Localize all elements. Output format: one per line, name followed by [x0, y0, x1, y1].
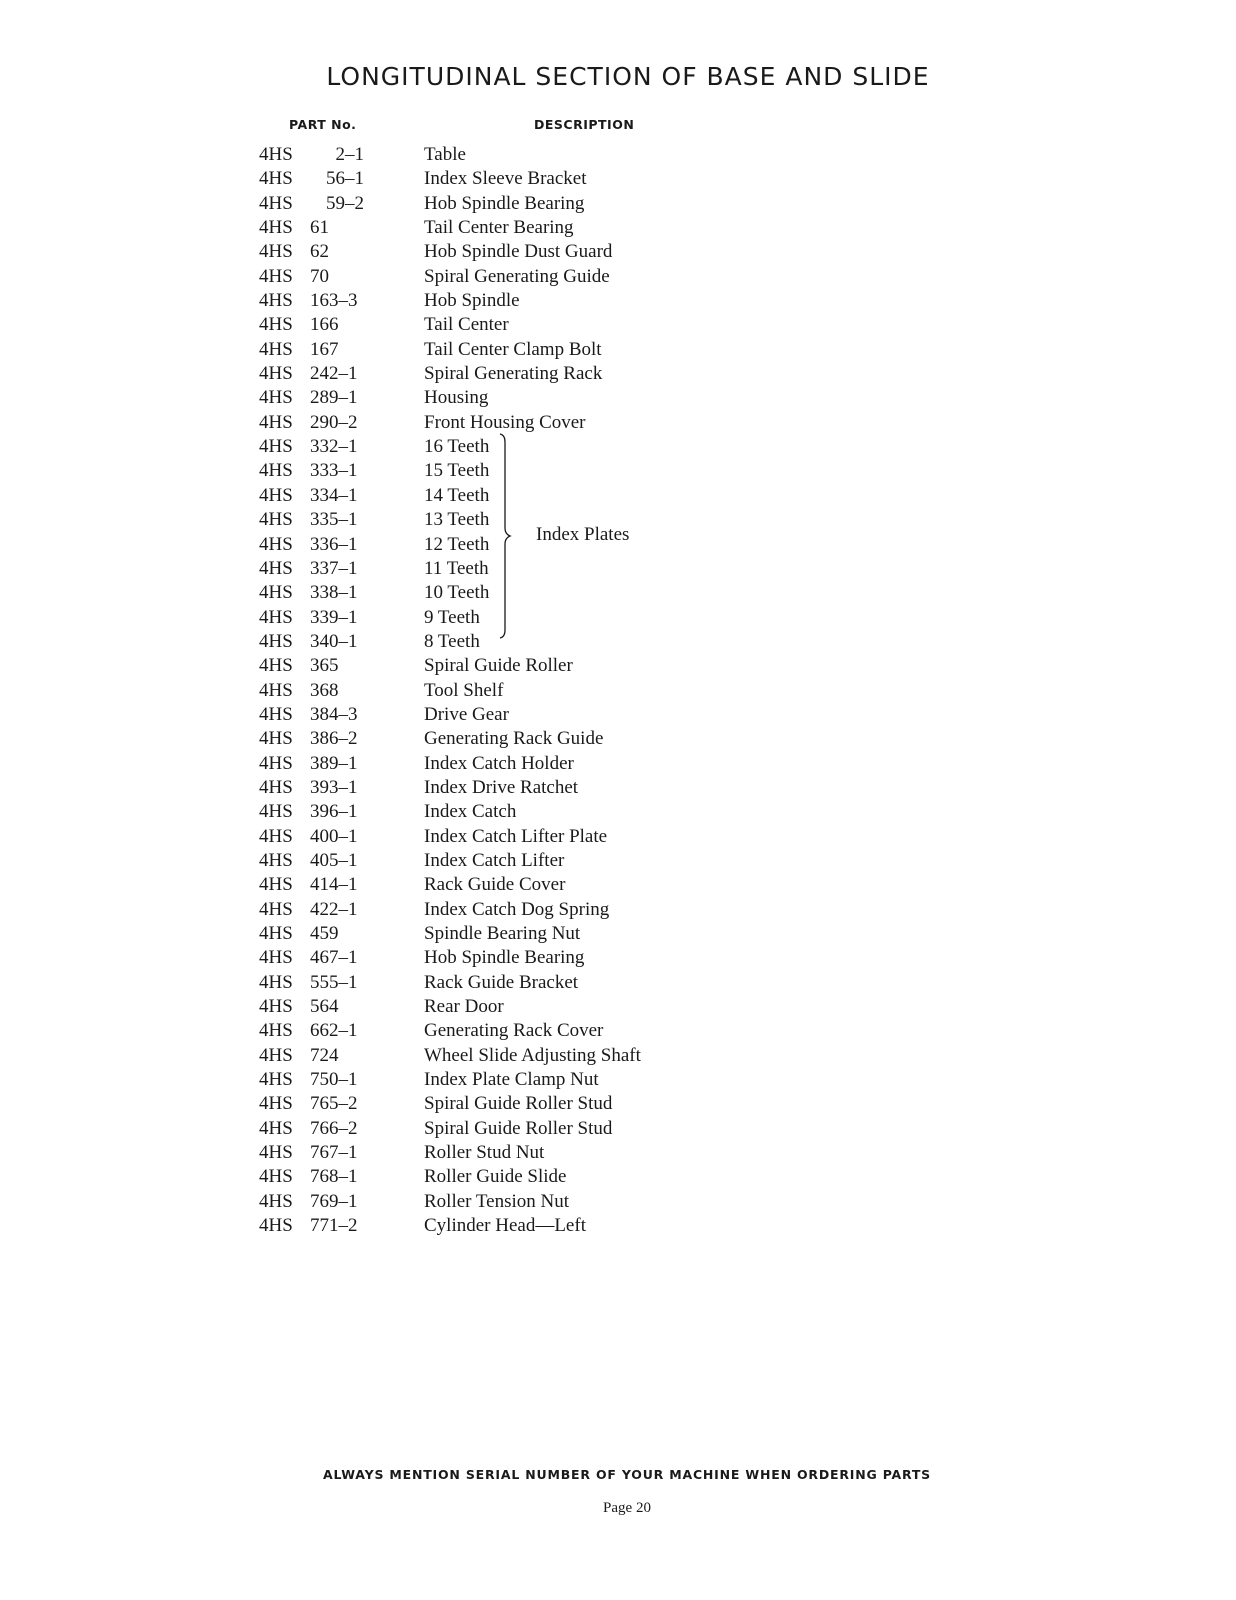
ordering-notice: ALWAYS MENTION SERIAL NUMBER OF YOUR MACHINE WHEN ORDERING PARTS: [323, 1467, 931, 1482]
part-prefix: 4HS: [259, 1069, 293, 1091]
part-number: 368: [310, 679, 339, 701]
part-prefix: 4HS: [259, 484, 293, 506]
part-description: Index Catch Lifter: [424, 849, 565, 871]
part-description: Index Catch: [424, 801, 517, 823]
part-prefix: 4HS: [259, 168, 293, 190]
part-number: 384–3: [310, 703, 358, 725]
part-number: 289–1: [310, 387, 358, 409]
part-prefix: 4HS: [259, 1142, 293, 1164]
part-row: [0, 825, 900, 849]
part-prefix: 4HS: [259, 436, 293, 458]
part-description: Tail Center: [424, 314, 509, 336]
part-number: 750–1: [310, 1069, 358, 1091]
part-row: [0, 654, 900, 678]
part-description: 9 Teeth: [424, 606, 480, 628]
part-row: [0, 240, 900, 264]
part-row: [0, 386, 900, 410]
part-number: 61: [310, 217, 329, 239]
parts-list: [0, 143, 900, 1238]
part-prefix: 4HS: [259, 144, 293, 165]
part-row: [0, 776, 900, 800]
part-prefix: 4HS: [259, 752, 293, 774]
part-row: [0, 971, 900, 995]
part-description: Rack Guide Cover: [424, 874, 566, 896]
part-prefix: 4HS: [259, 265, 293, 287]
part-description: Front Housing Cover: [424, 411, 586, 433]
part-description: 16 Teeth: [424, 436, 490, 458]
part-number: 242–1: [310, 363, 358, 385]
part-description: Rear Door: [424, 996, 504, 1018]
part-number: 405–1: [310, 849, 358, 871]
page-number: Page 20: [603, 1500, 651, 1516]
part-row: [0, 167, 900, 191]
part-description: 11 Teeth: [424, 557, 489, 579]
part-prefix: 4HS: [259, 996, 293, 1018]
part-number: 340–1: [310, 630, 358, 652]
part-number: 339–1: [310, 606, 358, 628]
part-prefix: 4HS: [259, 947, 293, 969]
part-prefix: 4HS: [259, 606, 293, 628]
part-prefix: 4HS: [259, 971, 293, 993]
part-description: 13 Teeth: [424, 509, 490, 531]
part-row: [0, 533, 900, 557]
part-number: 459: [310, 923, 339, 944]
part-prefix: 4HS: [259, 849, 293, 871]
part-number: 338–1: [310, 582, 358, 604]
part-row: [0, 1068, 900, 1092]
part-row: [0, 679, 900, 703]
part-description: Index Catch Lifter Plate: [424, 825, 608, 847]
part-row: [0, 630, 900, 654]
part-description: Roller Guide Slide: [424, 1166, 567, 1188]
part-prefix: 4HS: [259, 655, 293, 677]
part-row: [0, 995, 900, 1019]
part-prefix: 4HS: [259, 801, 293, 823]
part-number: 59–2: [326, 192, 364, 214]
part-description: Hob Spindle Bearing: [424, 947, 585, 969]
part-prefix: 4HS: [259, 630, 293, 652]
part-prefix: 4HS: [259, 923, 293, 944]
part-description: Table: [424, 144, 466, 165]
part-number: 422–1: [310, 898, 358, 920]
part-row: [0, 606, 900, 630]
part-prefix: 4HS: [259, 192, 293, 214]
part-description: Tool Shelf: [424, 679, 504, 701]
part-row: [0, 1044, 900, 1068]
part-row: [0, 216, 900, 240]
page-title: LONGITUDINAL SECTION OF BASE AND SLIDE: [326, 62, 930, 91]
part-row: [0, 581, 900, 605]
part-description: Index Catch Dog Spring: [424, 898, 610, 920]
part-number: 163–3: [310, 290, 358, 312]
part-prefix: 4HS: [259, 825, 293, 847]
part-row: [0, 508, 900, 532]
part-description: Spiral Generating Rack: [424, 363, 603, 385]
part-number: 396–1: [310, 801, 358, 823]
part-description: 12 Teeth: [424, 533, 490, 555]
part-number: 2–1: [335, 144, 364, 165]
part-row: [0, 703, 900, 727]
part-description: Index Drive Ratchet: [424, 776, 579, 798]
part-row: [0, 362, 900, 386]
part-number: 167: [310, 338, 339, 360]
part-row: [0, 1165, 900, 1189]
part-prefix: 4HS: [259, 582, 293, 604]
part-number: 337–1: [310, 557, 358, 579]
part-description: Cylinder Head—Left: [424, 1215, 586, 1237]
part-row: [0, 1019, 900, 1043]
part-row: [0, 143, 900, 167]
part-number: 768–1: [310, 1166, 358, 1188]
part-row: [0, 752, 900, 776]
part-prefix: 4HS: [259, 217, 293, 239]
part-row: [0, 922, 900, 946]
part-number: 386–2: [310, 728, 358, 750]
part-number: 765–2: [310, 1093, 358, 1115]
part-number: 766–2: [310, 1117, 358, 1139]
part-row: [0, 946, 900, 970]
part-row: [0, 1190, 900, 1214]
part-row: [0, 1117, 900, 1141]
part-description: Index Plate Clamp Nut: [424, 1069, 599, 1091]
part-row: [0, 313, 900, 337]
part-number: 335–1: [310, 509, 358, 531]
part-prefix: 4HS: [259, 1044, 293, 1066]
part-description: 14 Teeth: [424, 484, 490, 506]
part-description: Index Catch Holder: [424, 752, 574, 774]
part-description: Hob Spindle Dust Guard: [424, 241, 613, 263]
part-prefix: 4HS: [259, 338, 293, 360]
part-prefix: 4HS: [259, 1117, 293, 1139]
part-prefix: 4HS: [259, 679, 293, 701]
part-prefix: 4HS: [259, 703, 293, 725]
part-prefix: 4HS: [259, 1093, 293, 1115]
part-prefix: 4HS: [259, 241, 293, 263]
part-prefix: 4HS: [259, 1190, 293, 1212]
part-row: [0, 727, 900, 751]
part-number: 389–1: [310, 752, 358, 774]
part-number: 662–1: [310, 1020, 358, 1042]
part-description: Roller Stud Nut: [424, 1142, 545, 1164]
part-number: 365: [310, 655, 339, 677]
part-description: Spindle Bearing Nut: [424, 923, 581, 944]
part-number: 332–1: [310, 436, 358, 458]
part-row: [0, 898, 900, 922]
part-description: Spiral Guide Roller Stud: [424, 1093, 613, 1115]
part-description: Housing: [424, 387, 489, 409]
part-description: Roller Tension Nut: [424, 1190, 570, 1212]
part-row: [0, 849, 900, 873]
part-description: Hob Spindle: [424, 290, 520, 312]
part-number: 62: [310, 241, 329, 263]
part-prefix: 4HS: [259, 557, 293, 579]
part-number: 290–2: [310, 411, 358, 433]
part-number: 771–2: [310, 1215, 358, 1237]
part-description: Tail Center Clamp Bolt: [424, 338, 602, 360]
part-description: Spiral Guide Roller Stud: [424, 1117, 613, 1139]
part-prefix: 4HS: [259, 874, 293, 896]
part-row: [0, 1141, 900, 1165]
part-number: 767–1: [310, 1142, 358, 1164]
description-header: DESCRIPTION: [534, 117, 635, 132]
part-prefix: 4HS: [259, 387, 293, 409]
part-row: [0, 435, 900, 459]
part-prefix: 4HS: [259, 1166, 293, 1188]
part-prefix: 4HS: [259, 533, 293, 555]
part-description: Tail Center Bearing: [424, 217, 574, 239]
part-row: [0, 459, 900, 483]
part-number: 467–1: [310, 947, 358, 969]
part-row: [0, 411, 900, 435]
part-number: 564: [310, 996, 339, 1018]
part-row: [0, 873, 900, 897]
part-row: [0, 338, 900, 362]
part-row: [0, 800, 900, 824]
part-number: 166: [310, 314, 339, 336]
part-number: 400–1: [310, 825, 358, 847]
part-prefix: 4HS: [259, 460, 293, 482]
part-number-header: PART No.: [289, 117, 357, 132]
part-number: 769–1: [310, 1190, 358, 1212]
part-row: [0, 1214, 900, 1238]
part-number: 333–1: [310, 460, 358, 482]
part-prefix: 4HS: [259, 314, 293, 336]
part-row: [0, 289, 900, 313]
part-number: 393–1: [310, 776, 358, 798]
part-prefix: 4HS: [259, 411, 293, 433]
part-prefix: 4HS: [259, 1020, 293, 1042]
part-prefix: 4HS: [259, 363, 293, 385]
part-prefix: 4HS: [259, 728, 293, 750]
index-plates-brace: [498, 432, 514, 640]
part-number: 334–1: [310, 484, 358, 506]
part-description: Index Sleeve Bracket: [424, 168, 587, 190]
part-description: Drive Gear: [424, 703, 509, 725]
part-description: 8 Teeth: [424, 630, 480, 652]
part-row: [0, 484, 900, 508]
part-description: Hob Spindle Bearing: [424, 192, 585, 214]
index-plates-label: Index Plates: [536, 524, 630, 545]
part-description: Rack Guide Bracket: [424, 971, 579, 993]
part-number: 70: [310, 265, 329, 287]
part-description: Generating Rack Guide: [424, 728, 604, 750]
part-row: [0, 557, 900, 581]
part-number: 336–1: [310, 533, 358, 555]
part-prefix: 4HS: [259, 1215, 293, 1237]
part-prefix: 4HS: [259, 290, 293, 312]
part-number: 56–1: [326, 168, 364, 190]
part-row: [0, 192, 900, 216]
part-description: 15 Teeth: [424, 460, 490, 482]
part-row: [0, 265, 900, 289]
part-number: 414–1: [310, 874, 358, 896]
part-description: Spiral Generating Guide: [424, 265, 610, 287]
part-prefix: 4HS: [259, 898, 293, 920]
part-number: 555–1: [310, 971, 358, 993]
part-number: 724: [310, 1044, 339, 1066]
part-description: Wheel Slide Adjusting Shaft: [424, 1044, 641, 1066]
part-row: [0, 1092, 900, 1116]
part-description: Spiral Guide Roller: [424, 655, 573, 677]
part-description: Generating Rack Cover: [424, 1020, 604, 1042]
part-prefix: 4HS: [259, 776, 293, 798]
part-prefix: 4HS: [259, 509, 293, 531]
part-description: 10 Teeth: [424, 582, 490, 604]
